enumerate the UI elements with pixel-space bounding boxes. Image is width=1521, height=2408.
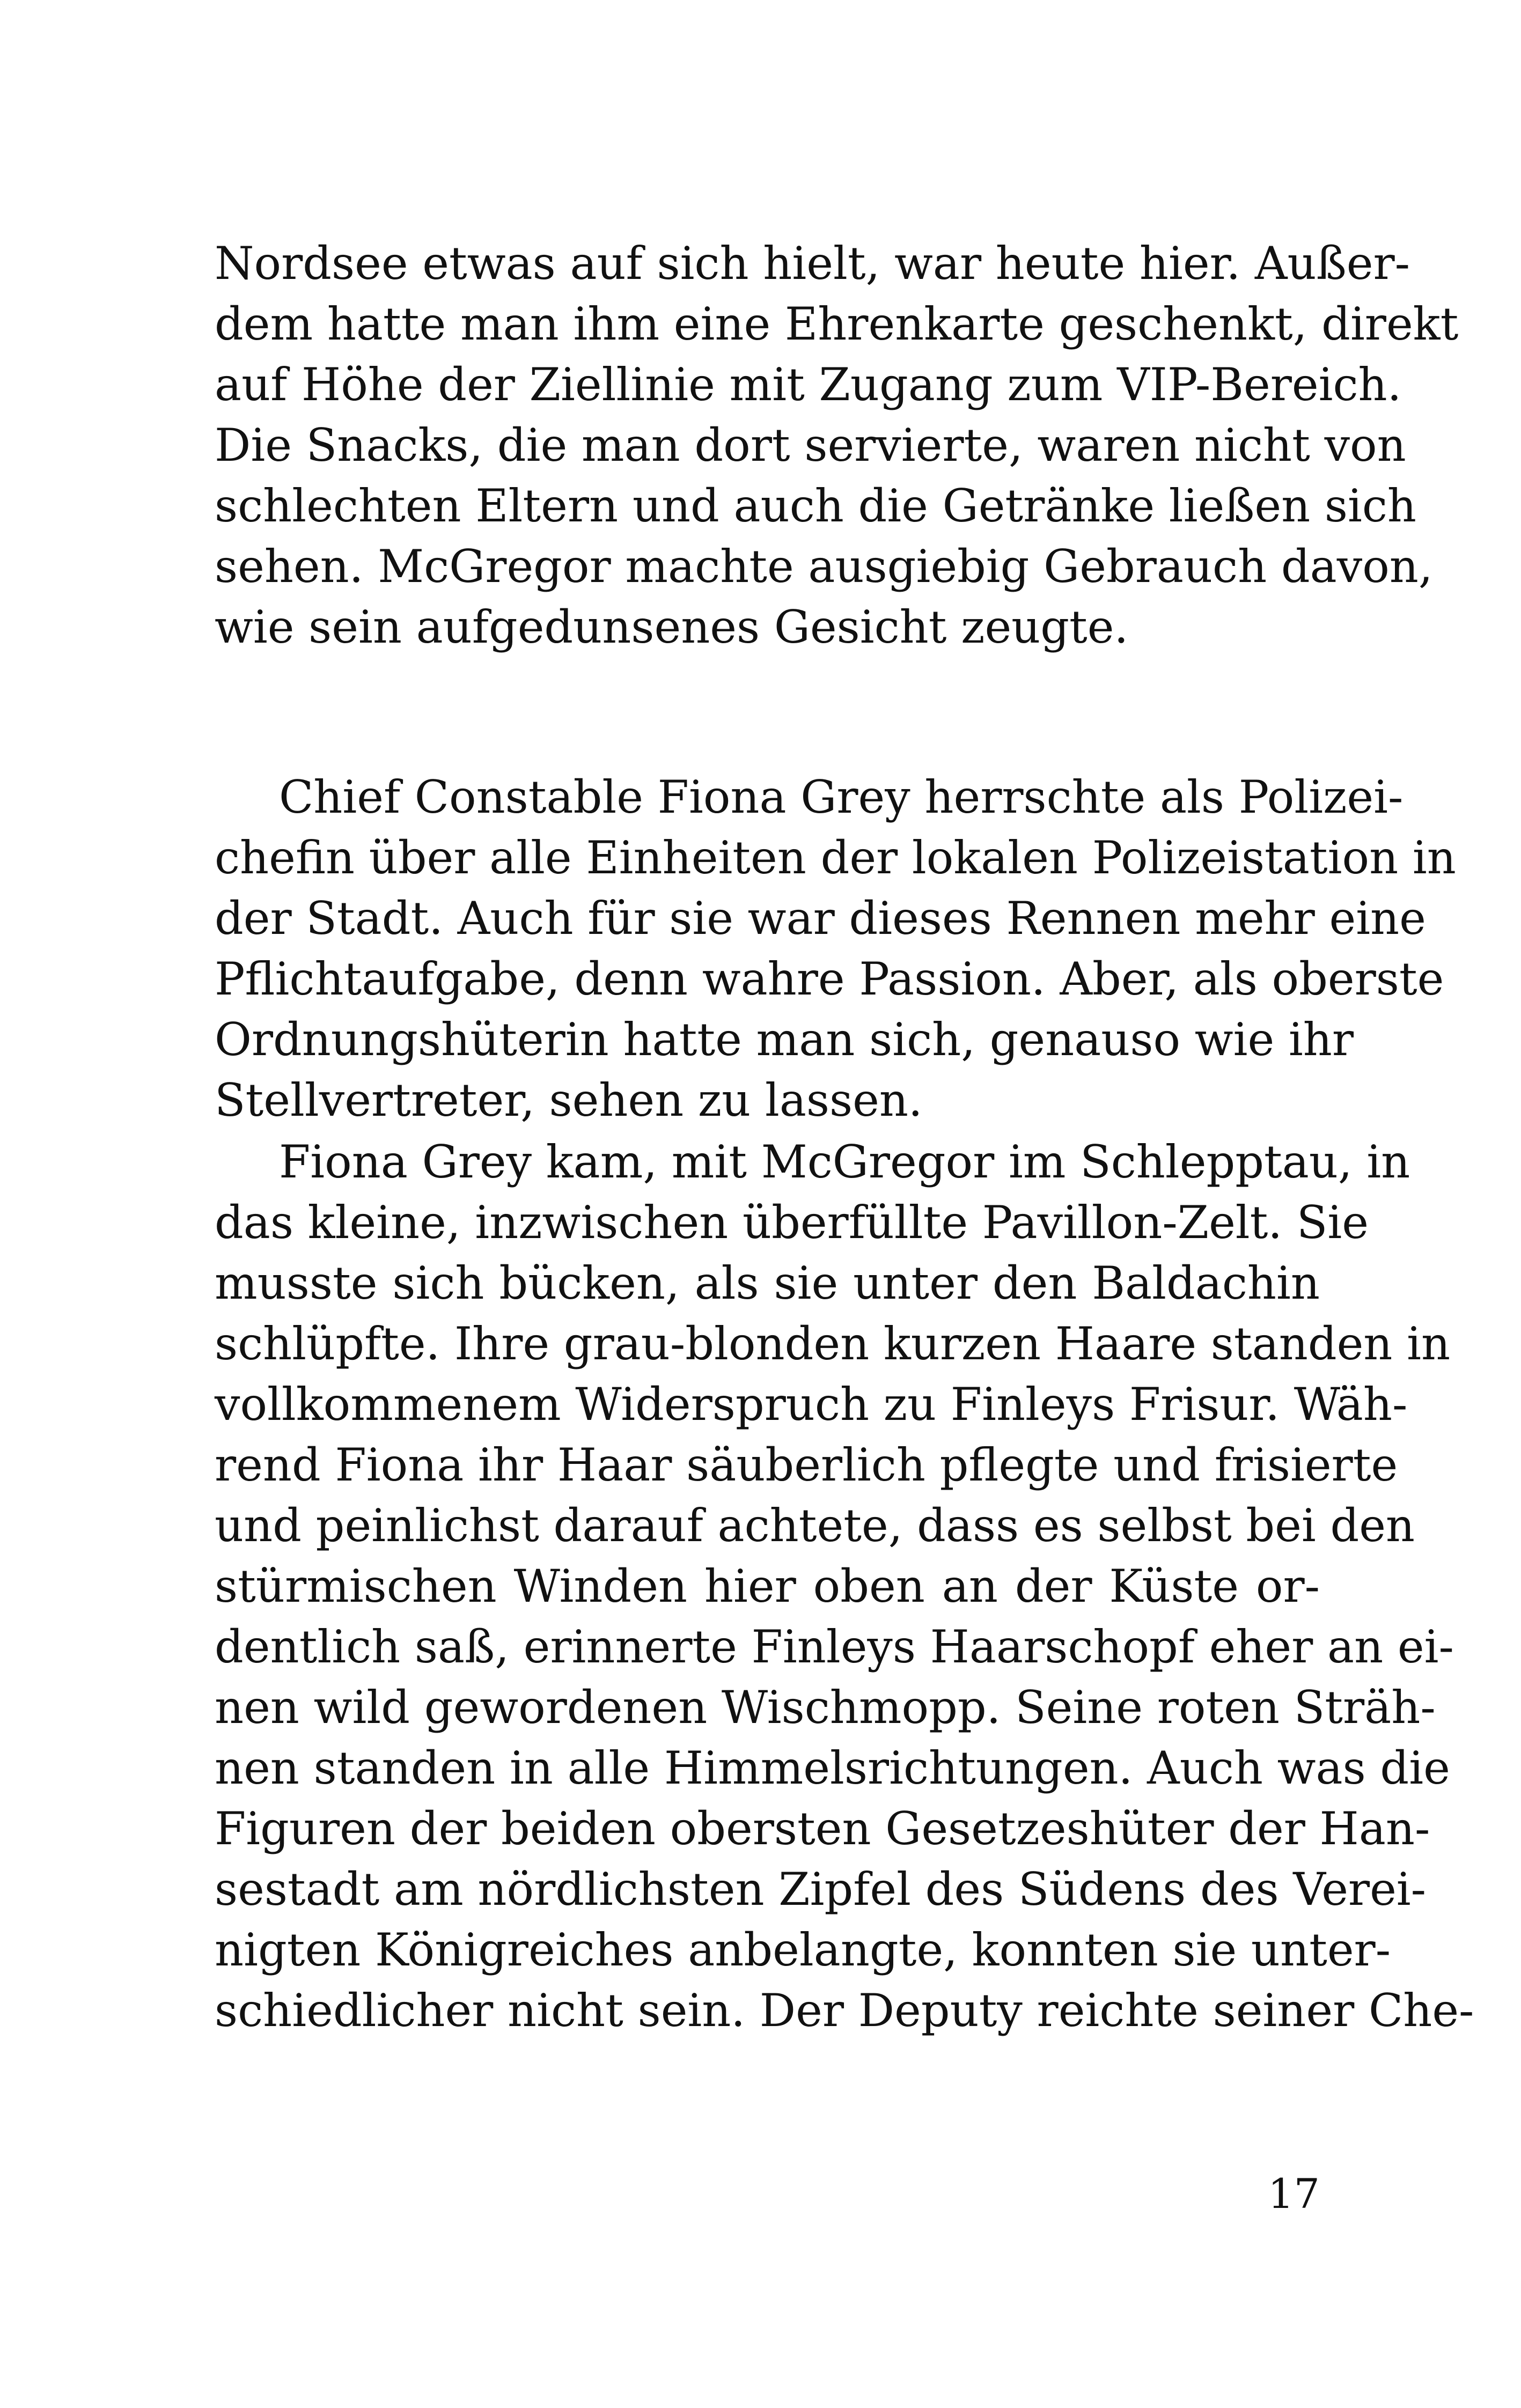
text-line: dem hatte man ihm eine Ehrenkarte geschenkt, direkt <box>215 298 1459 350</box>
text-line: Fiona Grey kam, mit McGregor im Schlepptau, in <box>279 1136 1410 1188</box>
text-line: Chief Constable Fiona Grey herrschte als Polizei- <box>279 771 1404 823</box>
text-line: schlüpfte. Ihre grau-blonden kurzen Haare standen in <box>215 1317 1451 1370</box>
text-line: der Stadt. Auch für sie war dieses Rennen mehr eine <box>215 892 1426 945</box>
paragraph-3 <box>215 1132 1474 2041</box>
text-line: sestadt am nördlichsten Zipfel des Südens des Verei- <box>215 1863 1427 1916</box>
text-line: nen standen in alle Himmelsrichtungen. Auch was die <box>215 1742 1450 1794</box>
text-line: und peinlichst darauf achtete, dass es selbst bei den <box>215 1499 1415 1552</box>
page-number: 17 <box>1268 2170 1320 2218</box>
text-line: vollkommenem Widerspruch zu Finleys Frisur. Wäh- <box>215 1378 1408 1431</box>
text-line: auf Höhe der Ziellinie mit Zugang zum VIP-Bereich. <box>215 358 1402 411</box>
text-line: Die Snacks, die man dort servierte, waren nicht von <box>215 419 1406 472</box>
text-line: wie sein aufgedunsenes Gesicht zeugte. <box>215 601 1129 653</box>
text-line: chefin über alle Einheiten der lokalen Polizeistation in <box>215 831 1456 884</box>
text-line: sehen. McGregor machte ausgiebig Gebrauch davon, <box>215 540 1433 593</box>
paragraph-2 <box>215 767 1456 1131</box>
paragraph-1 <box>215 233 1459 658</box>
text-line: Ordnungshüterin hatte man sich, genauso wie ihr <box>215 1013 1354 1066</box>
text-line: dentlich saß, erinnerte Finleys Haarschopf eher an ei- <box>215 1621 1454 1673</box>
text-line: musste sich bücken, als sie unter den Baldachin <box>215 1257 1320 1309</box>
text-line: rend Fiona ihr Haar säuberlich pflegte und frisierte <box>215 1439 1398 1491</box>
text-line: Nordsee etwas auf sich hielt, war heute hier. Außer- <box>215 237 1410 290</box>
text-line: schlechten Eltern und auch die Getränke ließen sich <box>215 480 1416 532</box>
text-line: nen wild gewordenen Wischmopp. Seine roten Sträh- <box>215 1681 1436 1734</box>
text-line: Figuren der beiden obersten Gesetzeshüter der Han- <box>215 1802 1430 1855</box>
text-line: Pflichtaufgabe, denn wahre Passion. Aber, als oberste <box>215 953 1444 1005</box>
text-line: schiedlicher nicht sein. Der Deputy reichte seiner Che- <box>215 1984 1474 2037</box>
text-line: stürmischen Winden hier oben an der Küste or- <box>215 1560 1320 1612</box>
text-line: das kleine, inzwischen überfüllte Pavillon-Zelt. Sie <box>215 1196 1369 1249</box>
text-line: Stellvertreter, sehen zu lassen. <box>215 1074 923 1126</box>
text-line: nigten Königreiches anbelangte, konnten sie unter- <box>215 1924 1391 1976</box>
